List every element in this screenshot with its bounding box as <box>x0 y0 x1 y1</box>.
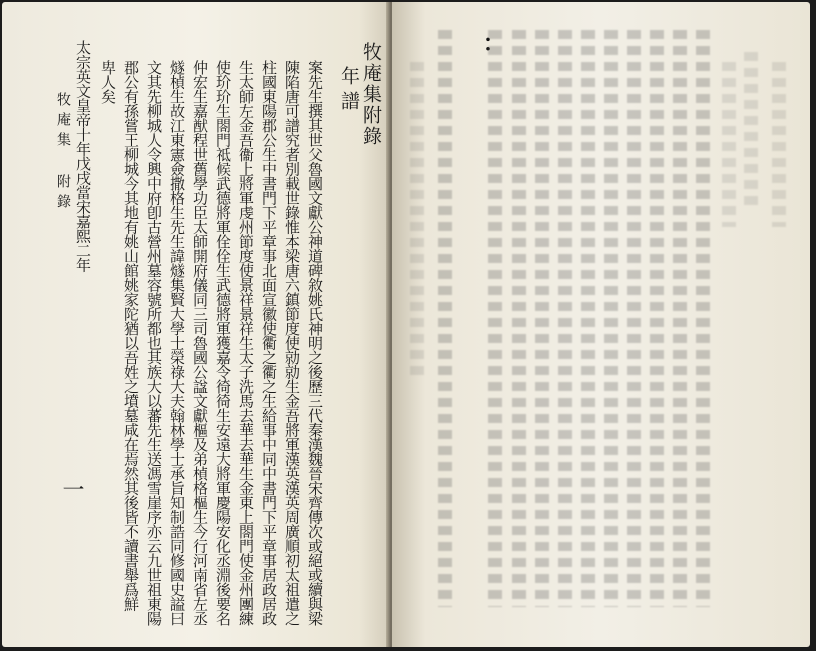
text-column-9: 郡公有孫嘗王柳城今其地有姚山館姚家陀猶以吾姓之墳墓咸在焉然其後皆不讀書舉爲鮮 <box>122 60 140 611</box>
bleed-through-column <box>650 30 664 607</box>
bleed-through-column <box>604 30 618 607</box>
bleed-through-column <box>488 30 502 607</box>
left-page <box>2 2 390 647</box>
bleed-through-column <box>627 30 641 607</box>
bleed-through-column <box>558 30 572 607</box>
bleed-through-column <box>744 52 758 207</box>
text-column-6: 仲宏生嘉猷程世舊學功臣太師開府儀同三司魯國公諡文獻樞及弟楨格樞生今行河南省左丞 <box>191 60 209 626</box>
bleed-through-column <box>722 62 736 227</box>
page-number: 一 <box>59 478 84 500</box>
bleed-through-column <box>512 30 526 607</box>
text-column-3: 柱國東陽郡公生中書門下平章事北面宣徽使衢之衢之生給事中同中書門下平章事居政居政 <box>260 60 278 626</box>
bleed-through-column <box>410 62 424 377</box>
text-column-8: 文其先柳城人令興中府卽古營州墓容號所都也其族大以蕃先生送馮雪崖序亦云九世祖東陽 <box>145 60 163 626</box>
text-column-10: 卑人矣 <box>99 60 117 104</box>
running-head-text: 牧庵集 附錄 <box>55 92 71 214</box>
bleed-through-column <box>438 30 452 607</box>
text-column-7: 燧楨生故江東憲僉撒格生先生諱燧集賢大學士榮祿大夫翰林學士承旨知制誥同修國史謚曰 <box>168 60 186 626</box>
bleed-through-column <box>696 30 710 607</box>
running-head <box>53 92 73 214</box>
right-page <box>392 2 810 647</box>
page-title: 牧庵集附錄 <box>360 42 382 147</box>
text-column-5: 使玠玠生閤門祗候武德將軍佺佺生武德將軍獲嘉令徛徛生安遠大將軍慶陽安化丞淵後要名 <box>214 60 232 626</box>
title-marks: ： <box>468 36 494 58</box>
subtitle: 年譜 <box>338 66 360 116</box>
text-column-4: 生太師左金吾衞上將軍虔州節度使景祥景祥生太子洗馬去華去華生金東上閤門使金州團練 <box>237 60 255 626</box>
text-column-11: 太宗英文皇帝十年戊戌當宋嘉熙二年 <box>74 40 92 272</box>
bleed-through-column <box>673 30 687 607</box>
bleed-through-column <box>772 62 786 227</box>
text-column-1: 案先生撰其世父魯國文獻公神道碑敘姚氏神明之後歷三代秦漢魏晉宋齊傳次或絕或續與梁 <box>306 60 324 626</box>
text-column-2: 陳陷唐可譜究者別載世錄惟本梁唐六鎮節度使勍勍生金吾將軍漢英漢英周廣順初太祖遣之 <box>283 60 301 626</box>
bleed-through-column <box>535 30 549 607</box>
bleed-through-column <box>581 30 595 607</box>
